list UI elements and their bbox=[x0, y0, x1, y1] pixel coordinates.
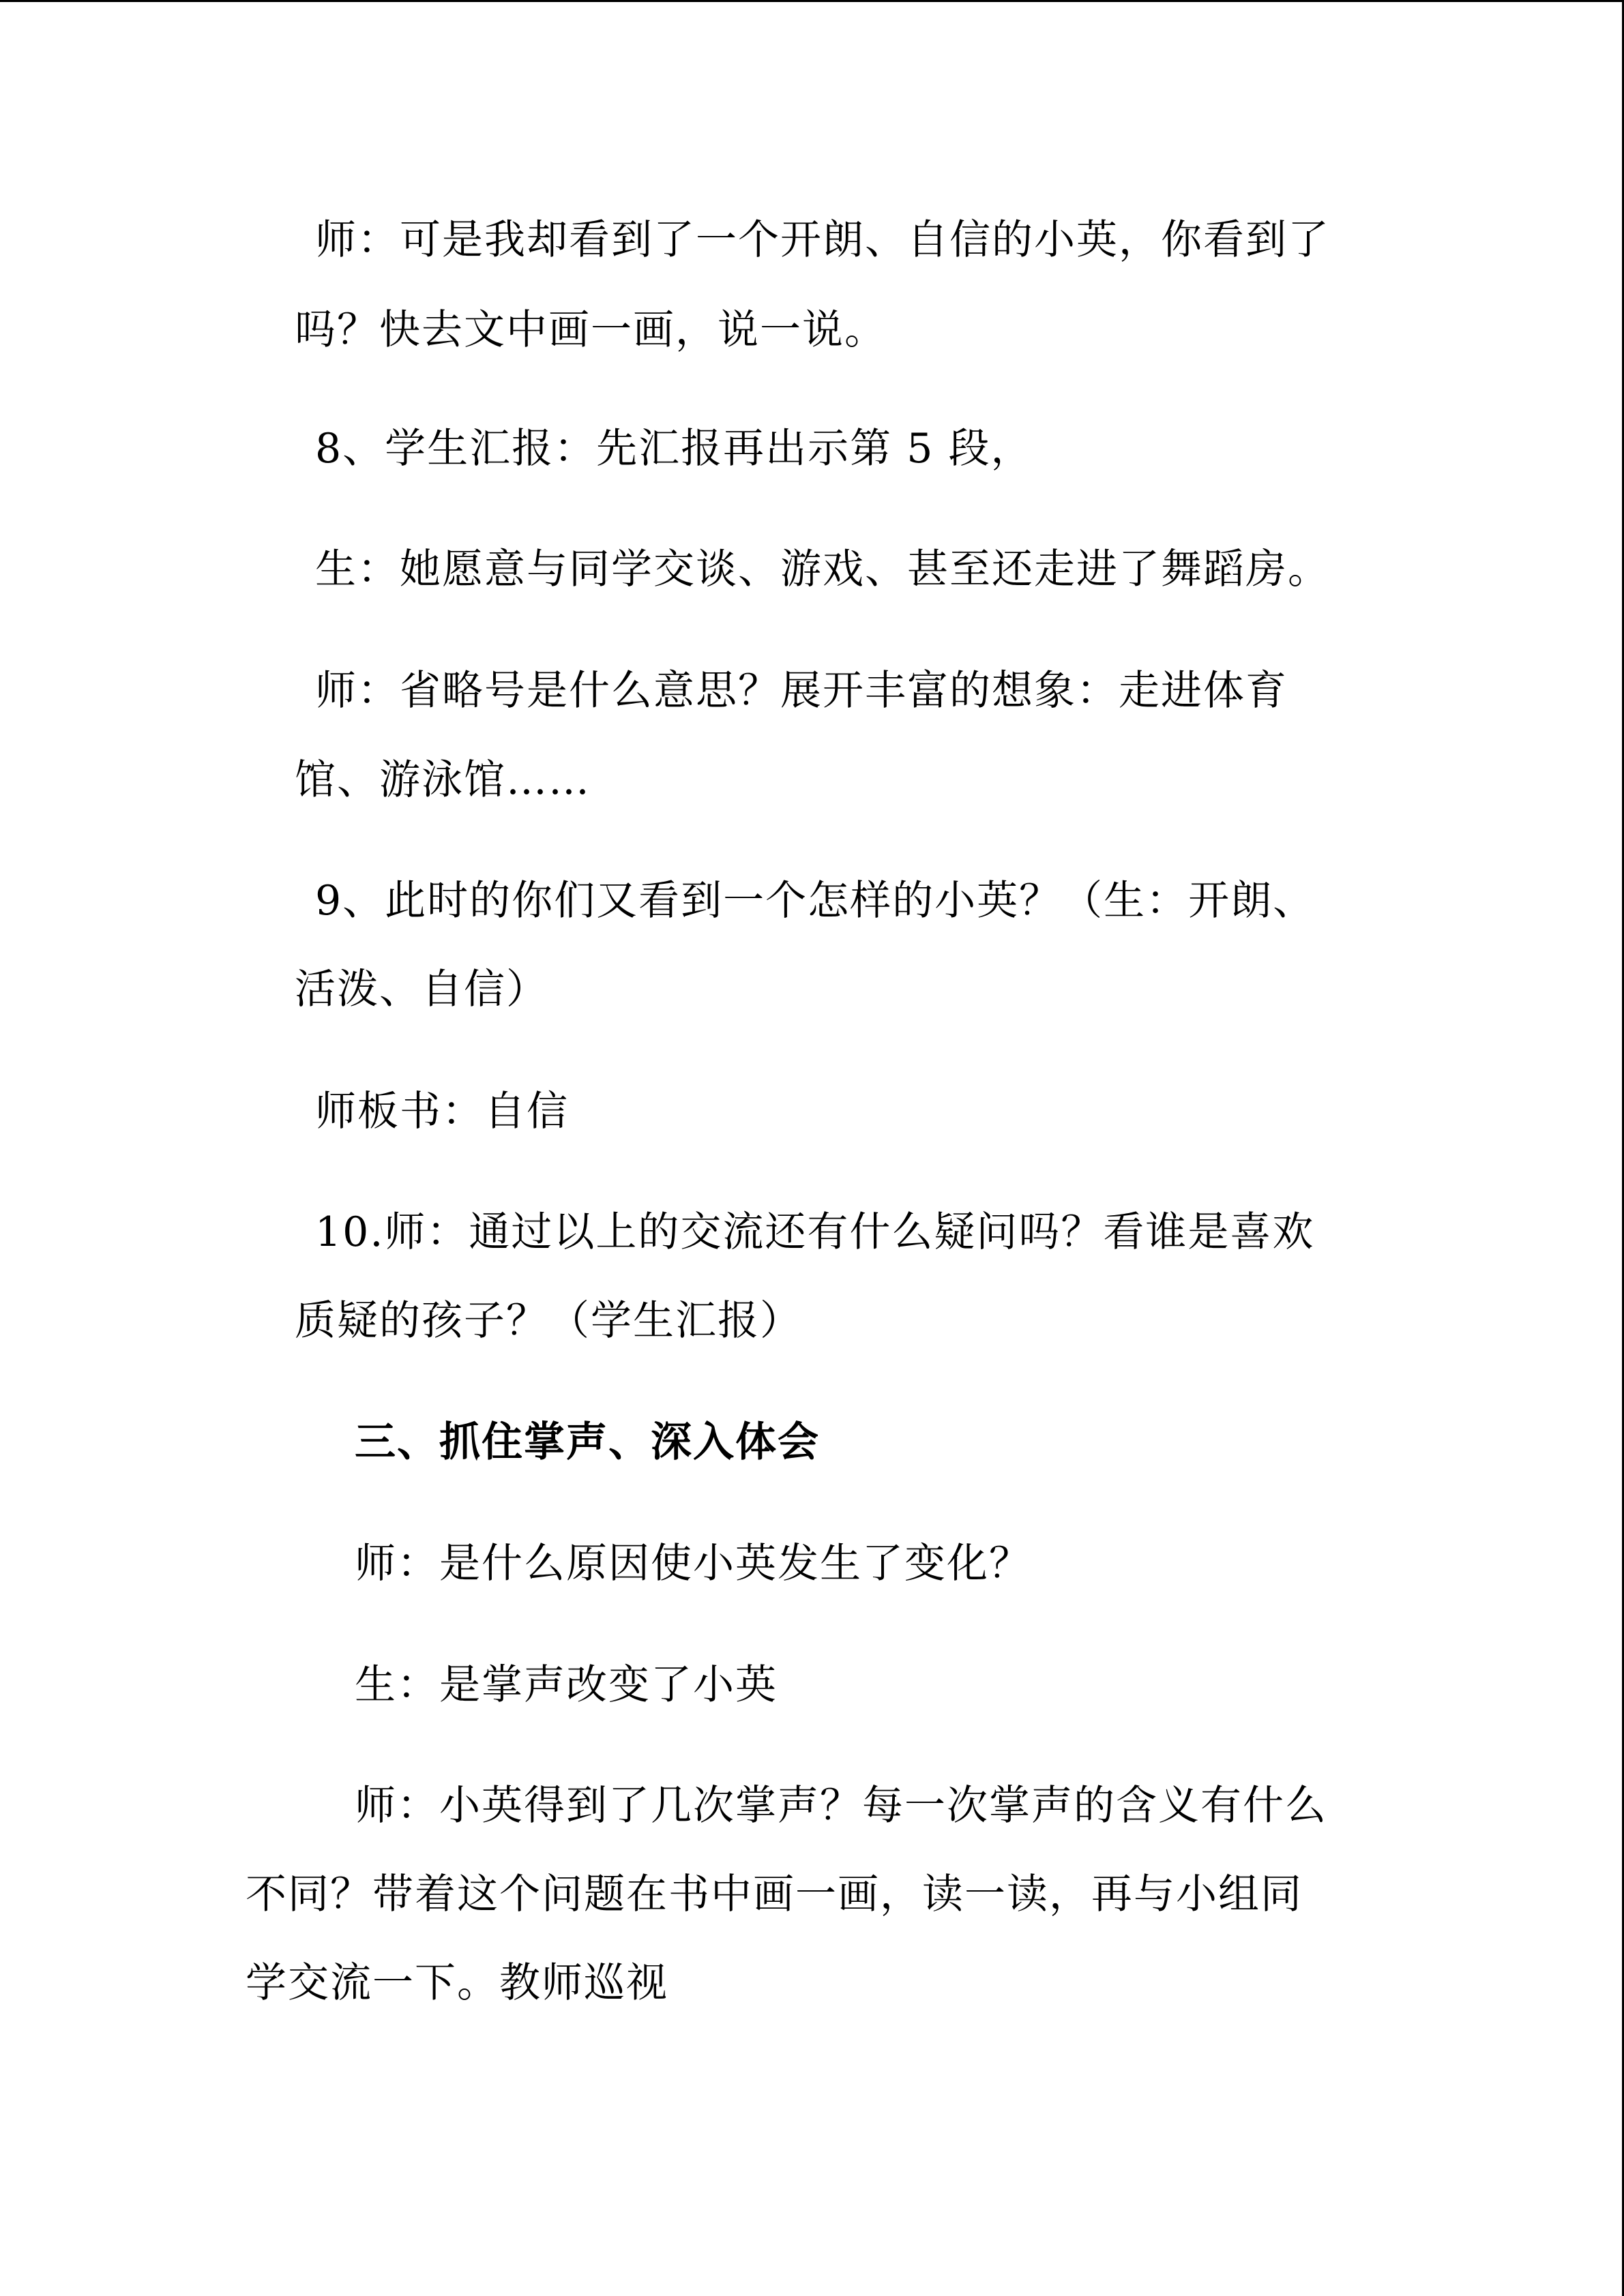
text-line: 馆、游泳馆…… bbox=[295, 756, 591, 804]
text-line: 师：小英得到了几次掌声？每一次掌声的含义有什么 bbox=[355, 1782, 1327, 1830]
text-line: 生：是掌声改变了小英 bbox=[355, 1661, 778, 1709]
page-top-border bbox=[0, 0, 1624, 2]
text-line: 不同？带着这个问题在书中画一画，读一读，再与小组同 bbox=[246, 1870, 1303, 1918]
text-line: 师：可是我却看到了一个开朗、自信的小英，你看到了 bbox=[315, 216, 1330, 264]
text-line: 质疑的孩子？（学生汇报） bbox=[295, 1297, 802, 1345]
text-line: 学交流一下。教师巡视 bbox=[246, 1959, 668, 2007]
section-heading: 三、抓住掌声、深入体会 bbox=[355, 1418, 820, 1466]
text-line: 10.师：通过以上的交流还有什么疑问吗？看谁是喜欢 bbox=[315, 1208, 1315, 1256]
text-line: 8、学生汇报：先汇报再出示第 5 段， bbox=[315, 425, 1033, 473]
text-line: 师：省略号是什么意思？展开丰富的想象：走进体育 bbox=[315, 667, 1288, 715]
text-line: 生：她愿意与同学交谈、游戏、甚至还走进了舞蹈房。 bbox=[315, 546, 1330, 593]
text-line: 9、此时的你们又看到一个怎样的小英？（生：开朗、 bbox=[315, 877, 1316, 925]
text-line: 师：是什么原因使小英发生了变化？ bbox=[355, 1540, 1031, 1587]
text-line: 吗？快去文中画一画，说一说。 bbox=[295, 306, 887, 354]
text-line: 师板书：自信 bbox=[315, 1088, 569, 1135]
text-line: 活泼、自信） bbox=[295, 966, 548, 1013]
